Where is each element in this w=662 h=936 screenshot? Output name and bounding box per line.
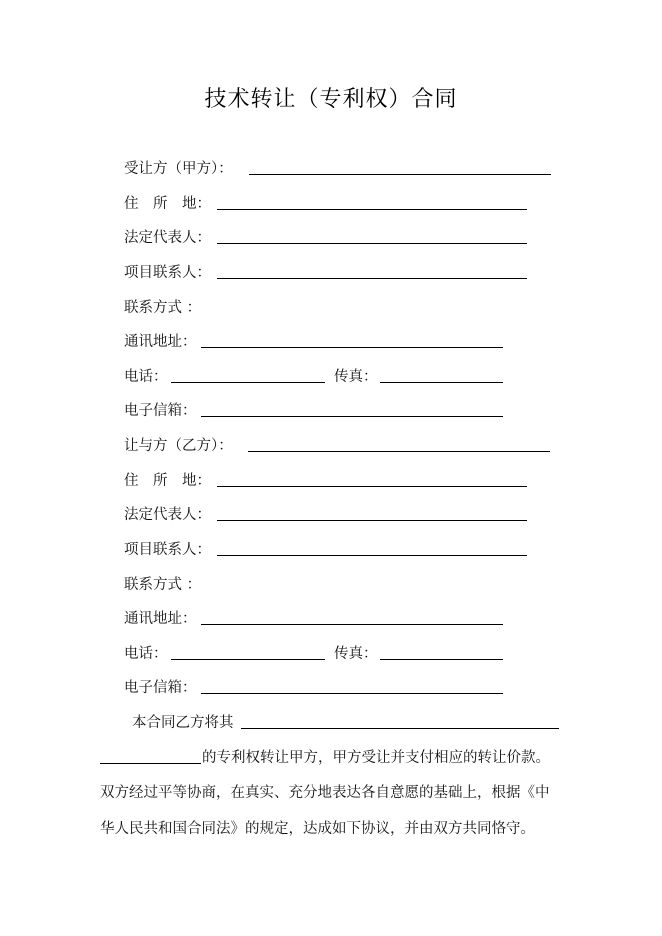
party-b-fax-label: 传真： xyxy=(334,646,378,662)
body-line-3-text: 双方经过平等协商，在真实、充分地表达各自意愿的基础上，根据《中 xyxy=(100,785,550,801)
body-line-4-text: 华人民共和国合同法》的规定，达成如下协议，并由双方共同恪守。 xyxy=(100,821,535,837)
body-line-1 xyxy=(132,711,234,732)
patent-name-blank-continued[interactable] xyxy=(100,763,201,764)
party-a-address-label: 住 所 地： xyxy=(124,196,211,212)
party-b-address-label: 住 所 地： xyxy=(124,473,211,489)
party-a-fax-label: 传真： xyxy=(334,369,378,385)
party-a-project-contact-label: 项目联系人： xyxy=(124,265,211,281)
body-line-2-text: 的专利权转让甲方，甲方受让并支付相应的转让价款。 xyxy=(202,750,550,766)
party-b-project-contact-blank[interactable] xyxy=(217,555,527,556)
party-a-phone-label: 电话： xyxy=(124,369,168,385)
party-b-email-label: 电子信箱： xyxy=(124,680,197,696)
patent-name-blank[interactable] xyxy=(241,728,559,729)
party-b-project-contact-label: 项目联系人： xyxy=(124,542,211,558)
party-b-phone-blank[interactable] xyxy=(171,659,325,660)
party-a-mail-address-label: 通讯地址： xyxy=(124,334,197,350)
party-b-mail-address-label: 通讯地址： xyxy=(124,611,197,627)
party-b-legal-rep-blank[interactable] xyxy=(217,520,527,521)
party-b-legal-rep-label: 法定代表人： xyxy=(124,507,211,523)
party-b-email-blank[interactable] xyxy=(201,693,503,694)
party-a-contact-label: 联系方式 ： xyxy=(124,300,202,316)
party-a-name-label: 受让方（甲方）： xyxy=(124,161,233,177)
document-title: 技术转让（专利权）合同 xyxy=(204,87,458,112)
party-a-email-label: 电子信箱： xyxy=(124,403,197,419)
party-a-mail-address-blank[interactable] xyxy=(201,347,503,348)
party-a-email-blank[interactable] xyxy=(201,416,503,417)
body-line-1-text: 本合同乙方将其 xyxy=(132,715,234,731)
party-a-project-contact-blank[interactable] xyxy=(217,278,527,279)
party-a-legal-rep-blank[interactable] xyxy=(217,243,527,244)
party-b-name-label: 让与方（乙方）： xyxy=(124,438,233,454)
body-line-3 xyxy=(100,781,550,802)
party-b-mail-address-blank[interactable] xyxy=(201,624,503,625)
party-a-address-blank[interactable] xyxy=(217,209,527,210)
party-a-phone-blank[interactable] xyxy=(171,382,325,383)
party-b-phone-label: 电话： xyxy=(124,646,168,662)
body-line-2 xyxy=(202,746,550,767)
party-b-fax-blank[interactable] xyxy=(380,659,503,660)
party-b-contact-label: 联系方式 ： xyxy=(124,577,202,593)
party-a-fax-blank[interactable] xyxy=(380,382,503,383)
body-line-4 xyxy=(100,817,535,838)
party-a-name-blank[interactable] xyxy=(249,174,551,175)
party-a-legal-rep-label: 法定代表人： xyxy=(124,230,211,246)
party-b-name-blank[interactable] xyxy=(248,451,550,452)
party-b-address-blank[interactable] xyxy=(217,486,527,487)
